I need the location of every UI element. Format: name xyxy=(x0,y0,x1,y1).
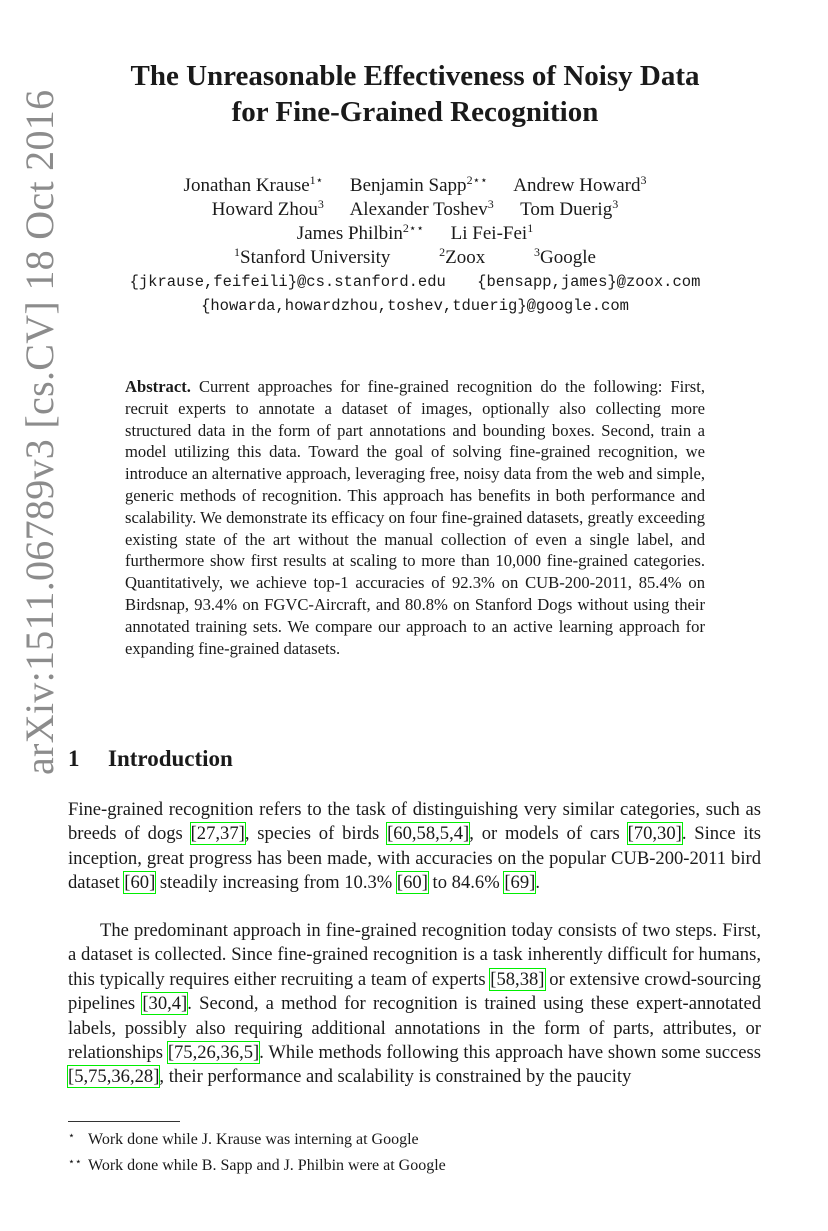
footnote-text: Work done while B. Sapp and J. Philbin were at Google xyxy=(88,1157,446,1174)
paragraph-text: to 84.6% xyxy=(427,872,505,894)
affiliation-mark: 1 xyxy=(234,245,241,259)
citation-link[interactable]: [60] xyxy=(124,872,156,894)
paragraph-text: . Since its inception, great progress has been made, with accuracies on the popular CUB-200-2011 bird dataset xyxy=(68,823,761,894)
citation-link[interactable]: [58,38] xyxy=(490,968,545,990)
author-name: Li Fei-Fei xyxy=(450,223,528,244)
author-block xyxy=(70,174,760,318)
paragraph-text: The predominant approach in fine-grained recognition today consists of two steps. First, a dataset is collected. Since fine-grained recognition is a task inherently difficult for humans, this typically requires either recruiting a team of experts xyxy=(68,920,761,990)
footnote-text: Work done while J. Krause was interning at Google xyxy=(88,1131,419,1148)
author-affiliation-mark: 1⋆ xyxy=(309,173,324,187)
citation-link[interactable]: [27,37] xyxy=(190,823,245,845)
abstract xyxy=(125,376,705,659)
citation-link[interactable]: [69] xyxy=(504,872,536,894)
citation-link[interactable]: [5,75,36,28] xyxy=(68,1066,160,1088)
affiliation-name: Stanford University xyxy=(240,247,391,268)
paragraph-text: or extensive crowd-sourcing pipelines xyxy=(68,968,761,1015)
section-title: Introduction xyxy=(108,746,233,771)
paragraph-text: , species of birds xyxy=(244,823,388,845)
email-address: {bensapp,james}@zoox.com xyxy=(477,273,701,291)
email-line-1 xyxy=(70,270,760,294)
paragraph-text: . xyxy=(535,872,540,894)
author-affiliation-mark: 1 xyxy=(527,221,534,235)
title-line-2: for Fine-Grained Recognition xyxy=(231,96,599,128)
paragraph-text: Fine-grained recognition refers to the task of distinguishing very similar categories, such as breeds of dogs xyxy=(68,799,761,845)
email-line-2 xyxy=(70,294,760,318)
paragraph-text: , or models of cars xyxy=(469,823,628,845)
author-name: Andrew Howard xyxy=(513,175,641,196)
affiliation-name: Google xyxy=(540,247,596,268)
affiliation-mark: 3 xyxy=(534,245,541,259)
author-affiliation-mark: 3 xyxy=(640,173,647,187)
paragraph-text: , their performance and scalability is constrained by the paucity xyxy=(159,1066,632,1088)
citation-link[interactable]: [60,58,5,4] xyxy=(387,823,470,845)
author-name: Alexander Toshev xyxy=(349,199,488,220)
section-number: 1 xyxy=(68,746,80,771)
email-address: {howarda,howardzhou,toshev,tduerig}@google.com xyxy=(201,297,629,315)
footnote-2 xyxy=(68,1151,761,1177)
footnote-mark: ⋆⋆ xyxy=(68,1156,82,1168)
affiliation-line xyxy=(70,246,760,270)
footnotes xyxy=(68,1125,761,1177)
author-line-3 xyxy=(70,222,760,246)
paragraph-text: . While methods following this approach have shown some success xyxy=(259,1042,762,1064)
section-heading xyxy=(68,746,233,772)
abstract-text: Current approaches for fine-grained recognition do the following: First, recruit experts to annotate a dataset of images, optionally also collecting more structured data in the form of part annotations and bounding boxes. Second, train a model utilizing this data. Toward the goal of solving fine-grained recognition, we introduce an alternative approach, leveraging free, noisy data from the web and simple, generic methods of recognition. This approach has benefits in both performance and scalability. We demonstrate its efficacy on four fine-grained datasets, greatly exceeding existing state of the art without the manual collection of even a single label, and furthermore show first results at scaling to more than 10,000 fine-grained categories. Quantitatively, we achieve top-1 accuracies of 92.3% on CUB-200-2011, 85.4% on Birdsnap, 93.4% on FGVC-Aircraft, and 80.8% on Stanford Dogs without using their annotated training sets. We compare our approach to an active learning approach for expanding fine-grained datasets. xyxy=(125,377,706,658)
citation-link[interactable]: [30,4] xyxy=(142,993,188,1015)
author-line-2 xyxy=(70,198,760,222)
author-name: Tom Duerig xyxy=(520,199,613,220)
author-name: Jonathan Krause xyxy=(183,175,310,196)
paragraph-2 xyxy=(68,919,761,1090)
paragraph-text: steadily increasing from 10.3% xyxy=(155,872,397,894)
paper-title xyxy=(70,58,760,130)
paragraph-text: . Second, a method for recognition is trained using these expert-annotated labels, possibly also requiring additional annotations in the form of parts, attributes, or relationships xyxy=(68,993,762,1064)
author-affiliation-mark: 3 xyxy=(487,197,494,211)
citation-link[interactable]: [75,26,36,5] xyxy=(167,1042,260,1064)
footnote-mark: ⋆ xyxy=(68,1130,75,1142)
citation-link[interactable]: [70,30] xyxy=(627,823,682,845)
author-affiliation-mark: 2⋆⋆ xyxy=(402,221,424,235)
abstract-label: Abstract. xyxy=(125,377,191,396)
citation-link[interactable]: [60] xyxy=(396,872,428,894)
author-name: Benjamin Sapp xyxy=(349,175,467,196)
arxiv-identifier-stamp: arXiv:1511.06789v3 [cs.CV] 18 Oct 2016 xyxy=(17,89,62,775)
author-line-1 xyxy=(70,174,760,198)
affiliation-mark: 2 xyxy=(439,245,446,259)
email-address: {jkrause,feifeili}@cs.stanford.edu xyxy=(129,273,446,291)
author-name: James Philbin xyxy=(296,223,403,244)
title-line-1: The Unreasonable Effectiveness of Noisy Data xyxy=(130,60,700,92)
author-name: Howard Zhou xyxy=(211,199,318,220)
footnote-1 xyxy=(68,1125,761,1151)
footnote-divider xyxy=(68,1121,180,1122)
author-affiliation-mark: 3 xyxy=(612,197,619,211)
paragraph-1 xyxy=(68,798,761,896)
author-affiliation-mark: 3 xyxy=(317,197,324,211)
author-affiliation-mark: 2⋆⋆ xyxy=(466,173,488,187)
affiliation-name: Zoox xyxy=(445,247,486,268)
